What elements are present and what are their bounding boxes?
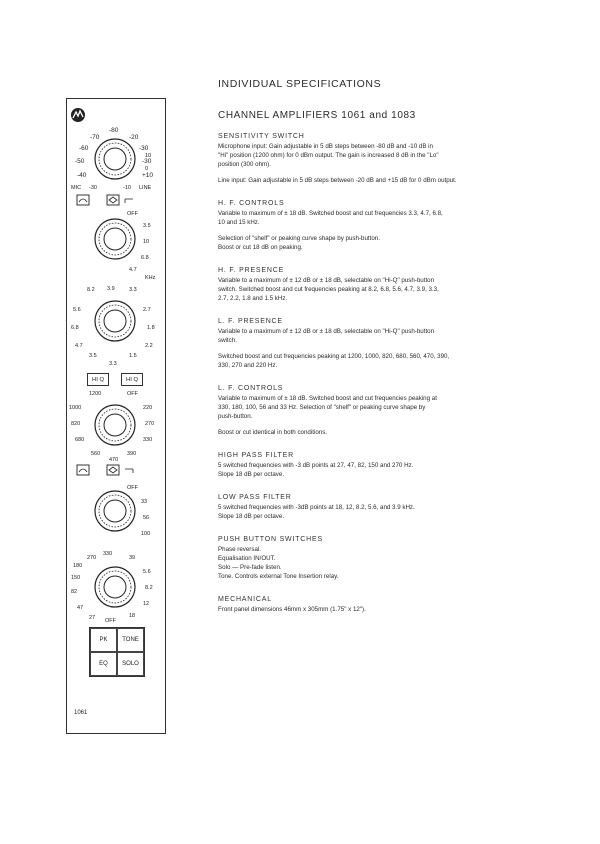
knob-scale-label: 18 bbox=[129, 613, 136, 619]
knob-scale-label: -60 bbox=[79, 145, 89, 152]
knob-scale-label: 560 bbox=[91, 451, 101, 457]
page-title: INDIVIDUAL SPECIFICATIONS bbox=[218, 78, 382, 90]
section-paragraph: Switched boost and cut frequencies peaking at 1200, 1000, 820, 680, 560, 470, 390, 330, 270 and 220 Hz. bbox=[218, 353, 450, 369]
section-paragraph: Phase reversal. Equalisation IN/OUT. Solo — Pre-fade listen. Tone. Controls external Tone Insertion relay. bbox=[218, 546, 339, 580]
knob-scale-label: OFF bbox=[127, 485, 138, 491]
section-paragraph: 5 switched frequencies with -3 dB points at 27, 47, 82, 150 and 270 Hz. Slope 18 dB per octave. bbox=[218, 462, 414, 478]
section-title: H. F. PRESENCE bbox=[218, 267, 285, 274]
knob-scale-label: 3.5 bbox=[89, 353, 97, 359]
lf-hi-q-button[interactable]: HI Q bbox=[87, 373, 109, 386]
knob-scale-label: 4.7 bbox=[129, 267, 137, 273]
knob-scale-label: 390 bbox=[127, 451, 137, 457]
sensitivity-knob[interactable] bbox=[95, 139, 135, 179]
knob-scale-label: 10 bbox=[143, 239, 150, 245]
knob-scale-label: 100 bbox=[141, 531, 151, 537]
knob-scale-label: LINE bbox=[139, 185, 152, 191]
knob-scale-label: 180 bbox=[73, 563, 83, 569]
specifications-body bbox=[218, 110, 568, 629]
knob-scale-label: 27 bbox=[89, 615, 96, 621]
tone-button[interactable]: TONE bbox=[117, 628, 144, 652]
knob-scale-label: 4.7 bbox=[75, 343, 83, 349]
section-mechanical bbox=[218, 596, 568, 614]
knob-scale-label: 56 bbox=[143, 515, 150, 521]
knob-scale-label: 2.7 bbox=[143, 307, 151, 313]
shelf-peak-button-icon[interactable] bbox=[77, 465, 133, 475]
section-title: HIGH PASS FILTER bbox=[218, 452, 294, 459]
hf-hi-q-button[interactable]: HI Q bbox=[121, 373, 143, 386]
channel-amplifiers-heading: CHANNEL AMPLIFIERS 1061 and 1083 bbox=[218, 110, 416, 121]
knob-scale-label: 680 bbox=[75, 437, 85, 443]
section-push-button-switches bbox=[218, 536, 568, 581]
push-button-switches bbox=[89, 627, 145, 677]
knob-scale-label: -20 bbox=[129, 134, 139, 141]
knob-scale-label: 5.6 bbox=[143, 569, 151, 575]
section-lf-controls bbox=[218, 385, 568, 437]
knob-scale-label: 270 bbox=[145, 421, 155, 427]
knob-scale-label: OFF bbox=[105, 618, 116, 624]
section-title: SENSITIVITY SWITCH bbox=[218, 133, 305, 140]
eq-button[interactable]: EQ bbox=[90, 652, 117, 676]
solo-button[interactable]: SOLO bbox=[117, 652, 144, 676]
knob-scale-label: -30 bbox=[89, 185, 97, 191]
knob-scale-label: 150 bbox=[71, 575, 81, 581]
knob-scale-label: 220 bbox=[143, 405, 153, 411]
section-paragraph: Microphone input: Gain adjustable in 5 dB steps between -80 dB and -10 dB in "Hi" position (1200 ohm) for 0 dBm output. The gain is increased 8 dB in the "Lo" position (300 ohm). bbox=[218, 143, 439, 168]
knob-scale-label: 1000 bbox=[69, 405, 82, 411]
knob-scale-label: 3.3 bbox=[109, 361, 117, 367]
panel-model-number: 1061 bbox=[74, 710, 88, 716]
knob-scale-label: 330 bbox=[103, 551, 113, 557]
knob-scale-label: 2.2 bbox=[145, 343, 153, 349]
knob-scale-label: OFF bbox=[127, 391, 138, 397]
knob-scale-label: 1.8 bbox=[147, 325, 155, 331]
knob-scale-label: MIC bbox=[71, 185, 82, 191]
knob-scale-label: 1.5 bbox=[129, 353, 137, 359]
knob-scale-label: 6.8 bbox=[71, 325, 79, 331]
section-paragraph: Boost or cut identical in both conditions. bbox=[218, 429, 328, 436]
knob-scale-label: 33 bbox=[141, 499, 148, 505]
section-paragraph: Selection of "shelf" or peaking curve shape by push-button. Boost or cut 18 dB on peaking. bbox=[218, 235, 380, 251]
front-panel-1061 bbox=[66, 98, 166, 734]
section-paragraph: Variable to a maximum of ± 12 dB or ± 18 dB, selectable on "Hi-Q" push-button switch. bbox=[218, 328, 435, 344]
section-paragraph: Variable to maximum of ± 18 dB. Switched boost and cut frequencies 3.3, 4.7, 6.8, 10 and 15 kHz. bbox=[218, 210, 443, 226]
knob-scale-label: 47 bbox=[77, 605, 84, 611]
section-low-pass-filter bbox=[218, 494, 568, 521]
knob-scale-label: 470 bbox=[109, 457, 119, 463]
knob-scale-label: 6.8 bbox=[141, 255, 149, 261]
knob-scale-label: 8.2 bbox=[145, 585, 153, 591]
knob-scale-label: -30 bbox=[139, 145, 149, 152]
knob-scale-label: 1200 bbox=[89, 391, 102, 397]
knob-scale-label: +10 bbox=[142, 172, 154, 179]
knob-scale-label: 8.2 bbox=[87, 287, 95, 293]
knob-scale-label: 3.9 bbox=[107, 286, 115, 292]
section-paragraph: Line input: Gain adjustable in 5 dB steps between -20 dB and +15 dB for 0 dBm output. bbox=[218, 177, 457, 184]
filter-knob[interactable] bbox=[95, 567, 135, 607]
hf-control-knob[interactable] bbox=[95, 219, 135, 259]
knob-scale-label: -40 bbox=[77, 172, 87, 179]
section-lf-presence bbox=[218, 318, 568, 370]
section-title: PUSH BUTTON SWITCHES bbox=[218, 536, 323, 543]
section-paragraph: Front panel dimensions 46mm x 305mm (1.75" x 12"). bbox=[218, 606, 366, 613]
section-paragraph: 5 switched frequencies with -3dB points at 18, 12, 8.2, 5.6, and 3.9 kHz. Slope 18 dB per octave. bbox=[218, 504, 415, 520]
knob-scale-label: 270 bbox=[87, 555, 97, 561]
brand-logo-icon bbox=[71, 108, 85, 122]
section-title: L. F. CONTROLS bbox=[218, 385, 284, 392]
knob-scale-label: -80 bbox=[109, 127, 119, 134]
section-title: MECHANICAL bbox=[218, 596, 272, 603]
shelf-peak-button-icon[interactable] bbox=[77, 195, 133, 205]
section-title: H. F. CONTROLS bbox=[218, 200, 285, 207]
lf-presence-knob[interactable] bbox=[95, 405, 135, 445]
lf-control-knob[interactable] bbox=[95, 491, 135, 531]
section-sensitivity-switch bbox=[218, 133, 568, 185]
knob-scale-label: 330 bbox=[143, 437, 153, 443]
knob-scale-label: 3.3 bbox=[129, 287, 137, 293]
section-high-pass-filter bbox=[218, 452, 568, 479]
knob-scale-label: 820 bbox=[71, 421, 81, 427]
knob-scale-label: 5.6 bbox=[73, 307, 81, 313]
knob-scale-label: KHz bbox=[145, 275, 156, 281]
knob-scale-label: 3.5 bbox=[143, 223, 151, 229]
knob-scale-label: 39 bbox=[129, 555, 136, 561]
knob-scale-label: -50 bbox=[75, 158, 85, 165]
knob-scale-label: 0 bbox=[145, 166, 149, 172]
section-hf-controls bbox=[218, 200, 568, 252]
knob-scale-label: -30 bbox=[142, 158, 152, 165]
section-paragraph: Variable to a maximum of ± 12 dB or ± 18 dB, selectable on "Hi-Q" push-button switch. Switched boost and cut frequencies peaking at 8.2, 6.8, 5.6, 4.7, 3.9, 3.3, 2.7, 2.2, 1.8 and 1.5 kHz. bbox=[218, 277, 439, 302]
section-hf-presence bbox=[218, 267, 568, 303]
knob-scale-label: OFF bbox=[127, 211, 138, 217]
knob-scale-label: 12 bbox=[143, 601, 150, 607]
section-paragraph: Variable to maximum of ± 18 dB. Switched boost and cut frequencies peaking at 330, 180, 100, 56 and 33 Hz. Selection of "shelf" or peaking curve shape by push-button. bbox=[218, 395, 437, 420]
knob-scale-label: 82 bbox=[71, 589, 78, 595]
knob-scale-label: 10 bbox=[145, 153, 152, 159]
knob-scale-label: -10 bbox=[123, 185, 131, 191]
pk-button[interactable]: PK bbox=[90, 628, 117, 652]
section-title: LOW PASS FILTER bbox=[218, 494, 292, 501]
section-title: L. F. PRESENCE bbox=[218, 318, 283, 325]
hf-presence-knob[interactable] bbox=[95, 301, 135, 341]
knob-scale-label: -70 bbox=[90, 134, 100, 141]
